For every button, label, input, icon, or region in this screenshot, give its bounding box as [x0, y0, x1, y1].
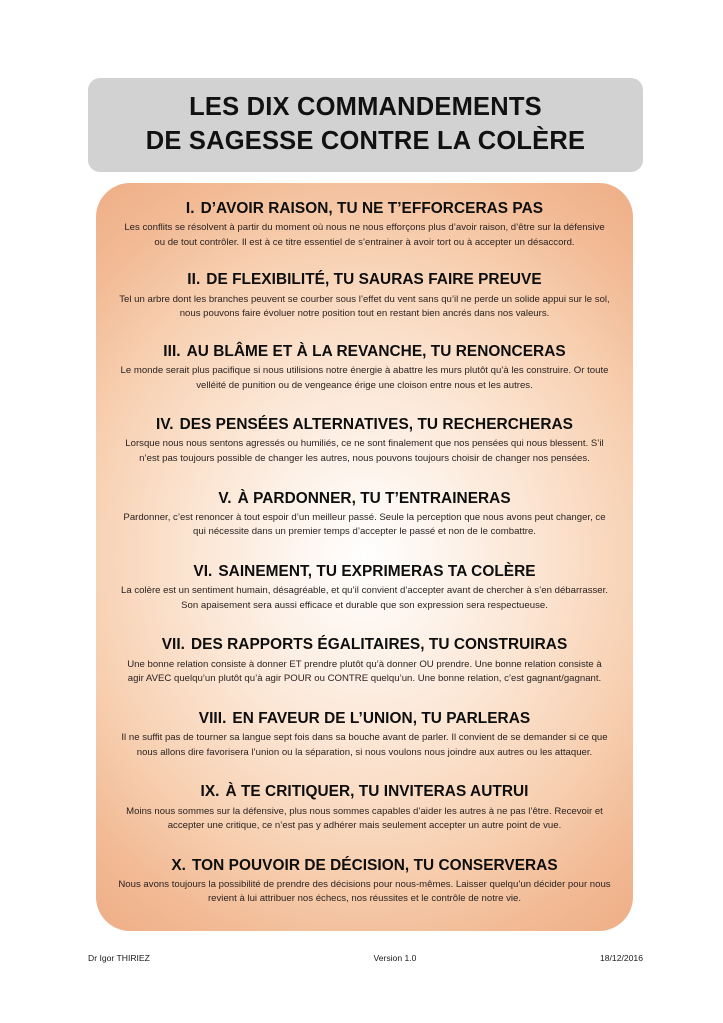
commandment-body: Lorsque nous nous sentons agressés ou humiliés, ce ne sont finalement que nos pensées qui nous blessent. S’il n’est pas toujours possible de changer les autres, nous pouvons toujours choisir de changer nos pensées. — [125, 438, 604, 465]
commandment-item — [106, 270, 623, 321]
commandment-item — [106, 782, 623, 833]
commandment-title — [106, 342, 623, 361]
page-footer — [88, 953, 643, 963]
commandment-body: Il ne suffit pas de tourner sa langue sept fois dans sa bouche avant de parler. Il convient de se demander si ce que nous allons dire favorisera l’union ou la séparation, si nous voulons nous joindre aux autres ou les attaquer. — [121, 732, 608, 758]
commandment-body: Tel un arbre dont les branches peuvent se courber sous l’effet du vent sans qu’il ne perde un solide appui sur le sol, nous pouvons faire évoluer notre position tout en restant bien ancrés dans nos valeurs. — [119, 293, 610, 320]
page-title-line-2: DE SAGESSE CONTRE LA COLÈRE — [145, 127, 586, 155]
footer-date: 18/12/2016 — [599, 953, 643, 963]
commandment-heading: À PARDONNER, TU T’ENTRAINERAS — [237, 489, 511, 507]
commandment-heading: À TE CRITIQUER, TU INVITERAS AUTRUI — [225, 783, 529, 801]
commandment-item — [106, 342, 623, 393]
commandment-title — [106, 856, 623, 875]
commandment-item — [106, 415, 623, 466]
commandment-heading: TON POUVOIR DE DÉCISION, TU CONSERVERAS — [191, 856, 558, 874]
footer-author: Dr Igor THIRIEZ — [88, 953, 150, 963]
commandment-title — [106, 489, 623, 508]
commandment-title — [106, 199, 623, 218]
commandment-heading: DES RAPPORTS ÉGALITAIRES, TU CONSTRUIRAS — [191, 636, 568, 654]
commandment-body: Pardonner, c’est renoncer à tout espoir d’un meilleur passé. Seule la perception que nous avons peut changer, ce qui nécessite dans un premier temps d’accepter le passé et non de le combattre. — [123, 511, 606, 538]
commandment-body: Nous avons toujours la possibilité de prendre des décisions pour nous-mêmes. Laisser quelqu’un décider pour nous revient à lui attribuer nos échecs, nos réussites et le contrôle de notre vie. — [118, 878, 611, 905]
commandment-numeral: X. — [171, 856, 186, 874]
commandment-body: La colère est un sentiment humain, désagréable, et qu’il convient d’accepter avant de chercher à s’en débarrasser. Son apaisement sera aussi efficace et durable que son expression sera respectueuse. — [121, 585, 608, 611]
commandment-title — [106, 415, 623, 434]
commandment-body: Une bonne relation consiste à donner ET prendre plutôt qu’à donner OU prendre. Une bonne relation consiste à agir AVEC quelqu’un plutôt qu’à agir POUR ou CONTRE quelqu’un. Une bonne relation, c’est gagnant/gagnant. — [127, 658, 602, 685]
commandment-body: Moins nous sommes sur la défensive, plus nous sommes capables d’aider les autres à ne pas l’être. Recevoir et accepter une critique, ce n’est pas y adhérer mais seulement accepter un autre point de vue. — [126, 805, 603, 832]
page-title-line-1: LES DIX COMMANDEMENTS — [189, 93, 542, 122]
footer-version: Version 1.0 — [373, 953, 417, 963]
commandment-numeral: VIII. — [198, 709, 227, 727]
commandment-heading: D’AVOIR RAISON, TU NE T’EFFORCERAS PAS — [200, 200, 544, 217]
commandment-item — [106, 199, 623, 250]
commandment-heading: AU BLÂME ET À LA REVANCHE, TU RENONCERAS — [186, 342, 566, 360]
commandment-body: Le monde serait plus pacifique si nous utilisions notre énergie à abattre les murs plutôt qu’à les construire. Or toute velléité de punition ou de vengeance érige une cloison entre nous et les autres. — [120, 365, 609, 391]
commandment-numeral: IX. — [200, 783, 220, 801]
commandment-heading: DE FLEXIBILITÉ, TU SAURAS FAIRE PREUVE — [206, 271, 542, 289]
commandment-numeral: VI. — [193, 563, 213, 581]
commandments-panel — [96, 183, 633, 931]
commandment-item — [106, 856, 623, 907]
commandment-body: Les conflits se résolvent à partir du moment où nous ne nous efforçons plus d’avoir raison, d’être sur la défensive ou de tout contrôler. Il est à ce titre essentiel de s’entrainer à avoir tort ou à accepter un désaccord. — [124, 222, 605, 248]
commandment-heading: EN FAVEUR DE L’UNION, TU PARLERAS — [232, 709, 531, 727]
commandment-title — [106, 709, 623, 728]
commandment-item — [106, 635, 623, 686]
commandment-heading: DES PENSÉES ALTERNATIVES, TU RECHERCHERAS — [179, 416, 573, 434]
commandment-numeral: II. — [187, 271, 201, 289]
commandment-title — [106, 782, 623, 801]
document-title-banner — [88, 78, 643, 172]
commandment-title — [106, 635, 623, 654]
commandment-numeral: IV. — [156, 416, 174, 434]
commandment-item — [106, 489, 623, 540]
commandment-title — [106, 562, 623, 581]
commandment-item — [106, 709, 623, 760]
commandment-numeral: VII. — [161, 636, 186, 654]
commandment-title — [106, 270, 623, 289]
commandment-item — [106, 562, 623, 613]
commandment-numeral: III. — [163, 342, 181, 360]
commandment-numeral: V. — [218, 489, 232, 507]
commandment-heading: SAINEMENT, TU EXPRIMERAS TA COLÈRE — [218, 563, 536, 581]
commandment-numeral: I. — [185, 200, 195, 217]
